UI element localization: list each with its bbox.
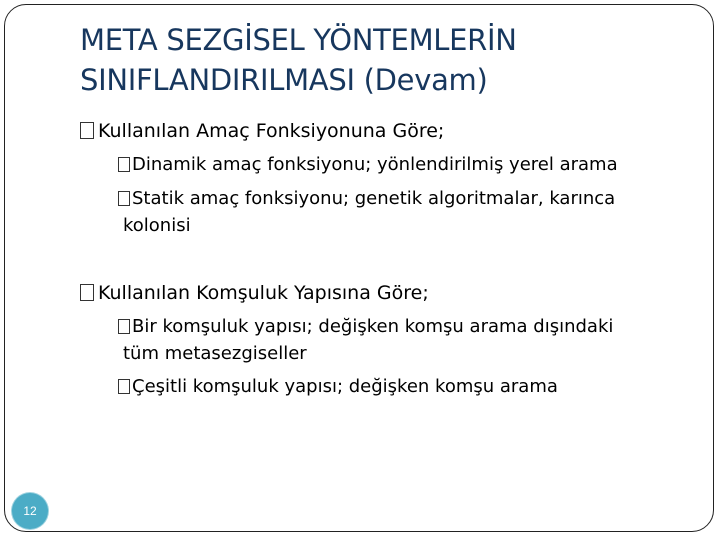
section-2-item-2-text: Çeşitli komşuluk yapısı; değişken komşu arama [132, 376, 558, 397]
section-2-item-1-continuation: tüm metasezgiseller [123, 343, 307, 364]
square-bullet-icon [118, 319, 130, 334]
square-bullet-icon [118, 157, 130, 172]
section-2-item-1 [118, 316, 613, 337]
section-1-item-2-text: Statik amaç fonksiyonu; genetik algoritmalar, karınca [132, 188, 616, 209]
page-number-badge [12, 493, 48, 529]
section-1-item-2 [118, 188, 615, 209]
square-bullet-icon [80, 284, 94, 301]
section-2-item-1-text: Bir komşuluk yapısı; değişken komşu arama dışındaki [132, 316, 614, 337]
page-number: 12 [23, 504, 37, 518]
square-bullet-icon [118, 379, 130, 394]
section-1-heading-text: Kullanılan Amaç Fonksiyonuna Göre; [98, 120, 445, 142]
section-2-heading-text: Kullanılan Komşuluk Yapısına Göre; [98, 282, 429, 304]
square-bullet-icon [118, 191, 130, 206]
square-bullet-icon [80, 122, 94, 139]
title-line-2: SINIFLANDIRILMASI (Devam) [80, 63, 488, 97]
section-1-heading [80, 120, 444, 142]
title-line-1: META SEZGİSEL YÖNTEMLERİN [80, 23, 517, 57]
section-2-item-2 [118, 376, 558, 397]
section-1-item-1-text: Dinamik amaç fonksiyonu; yönlendirilmiş yerel arama [132, 154, 618, 175]
slide-title [80, 20, 680, 100]
section-2-heading [80, 282, 429, 304]
section-1-item-2-continuation: kolonisi [123, 215, 191, 236]
section-1-item-1 [118, 154, 618, 175]
